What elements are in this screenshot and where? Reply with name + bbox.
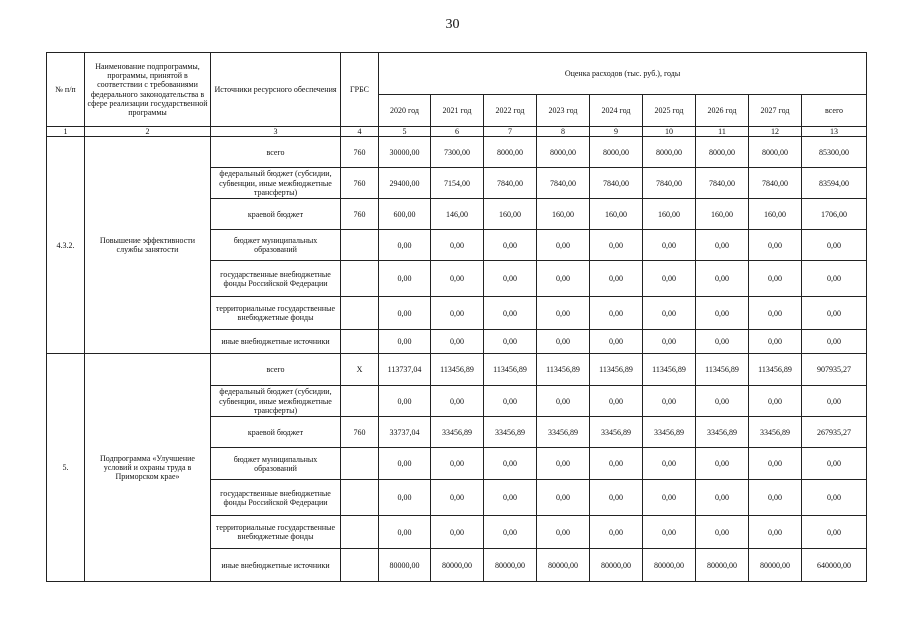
year-value-cell: 160,00 bbox=[484, 199, 537, 230]
year-value-cell: 0,00 bbox=[379, 297, 431, 330]
year-value-cell: 8000,00 bbox=[643, 137, 696, 168]
total-value-cell: 267935,27 bbox=[802, 417, 867, 448]
year-value-cell: 0,00 bbox=[379, 448, 431, 480]
year-value-cell: 0,00 bbox=[484, 330, 537, 354]
header-no: № п/п bbox=[47, 53, 85, 127]
year-value-cell: 0,00 bbox=[590, 480, 643, 516]
year-value-cell: 0,00 bbox=[696, 480, 749, 516]
year-value-cell: 0,00 bbox=[696, 386, 749, 417]
year-value-cell: 0,00 bbox=[537, 516, 590, 549]
grbs-cell bbox=[341, 261, 379, 297]
year-value-cell: 113456,89 bbox=[537, 354, 590, 386]
year-value-cell: 33456,89 bbox=[537, 417, 590, 448]
total-value-cell: 0,00 bbox=[802, 448, 867, 480]
source-cell: иные внебюджетные источники bbox=[211, 549, 341, 582]
year-value-cell: 160,00 bbox=[643, 199, 696, 230]
total-value-cell: 83594,00 bbox=[802, 168, 867, 199]
header-year: всего bbox=[802, 95, 867, 127]
source-cell: государственные внебюджетные фонды Российской Федерации bbox=[211, 261, 341, 297]
source-cell: территориальные государственные внебюджетные фонды bbox=[211, 297, 341, 330]
year-value-cell: 0,00 bbox=[749, 330, 802, 354]
column-number: 10 bbox=[643, 127, 696, 137]
source-cell: государственные внебюджетные фонды Российской Федерации bbox=[211, 480, 341, 516]
year-value-cell: 7300,00 bbox=[431, 137, 484, 168]
year-value-cell: 0,00 bbox=[749, 230, 802, 261]
year-value-cell: 0,00 bbox=[590, 230, 643, 261]
year-value-cell: 7840,00 bbox=[537, 168, 590, 199]
header-year: 2022 год bbox=[484, 95, 537, 127]
total-value-cell: 0,00 bbox=[802, 297, 867, 330]
total-value-cell: 907935,27 bbox=[802, 354, 867, 386]
year-value-cell: 160,00 bbox=[696, 199, 749, 230]
source-cell: федеральный бюджет (субсидии, субвенции, иные межбюджетные трансферты) bbox=[211, 386, 341, 417]
column-number: 8 bbox=[537, 127, 590, 137]
year-value-cell: 0,00 bbox=[537, 297, 590, 330]
column-number: 12 bbox=[749, 127, 802, 137]
grbs-cell bbox=[341, 480, 379, 516]
grbs-cell bbox=[341, 549, 379, 582]
grbs-cell: 760 bbox=[341, 417, 379, 448]
year-value-cell: 0,00 bbox=[749, 516, 802, 549]
year-value-cell: 0,00 bbox=[484, 516, 537, 549]
year-value-cell: 80000,00 bbox=[379, 549, 431, 582]
year-value-cell: 0,00 bbox=[537, 230, 590, 261]
header-year: 2020 год bbox=[379, 95, 431, 127]
program-name-cell: Подпрограмма «Улучшение условий и охраны труда в Приморском крае» bbox=[85, 354, 211, 582]
header-year: 2023 год bbox=[537, 95, 590, 127]
header-year: 2024 год bbox=[590, 95, 643, 127]
header-name: Наименование подпрограммы, программы, принятой в соответствии с требованиями федерального законодательства в сфере реализации государственной программы bbox=[85, 53, 211, 127]
source-cell: федеральный бюджет (субсидии, субвенции, иные межбюджетные трансферты) bbox=[211, 168, 341, 199]
year-value-cell: 80000,00 bbox=[590, 549, 643, 582]
year-value-cell: 0,00 bbox=[643, 297, 696, 330]
year-value-cell: 0,00 bbox=[379, 386, 431, 417]
year-value-cell: 0,00 bbox=[749, 480, 802, 516]
year-value-cell: 0,00 bbox=[431, 516, 484, 549]
table-body bbox=[47, 137, 867, 582]
year-value-cell: 0,00 bbox=[379, 330, 431, 354]
header-sources: Источники ресурсного обеспечения bbox=[211, 53, 341, 127]
year-value-cell: 33456,89 bbox=[590, 417, 643, 448]
year-value-cell: 0,00 bbox=[537, 330, 590, 354]
column-number: 13 bbox=[802, 127, 867, 137]
grbs-cell: Х bbox=[341, 354, 379, 386]
year-value-cell: 33456,89 bbox=[431, 417, 484, 448]
source-cell: территориальные государственные внебюджетные фонды bbox=[211, 516, 341, 549]
year-value-cell: 0,00 bbox=[749, 261, 802, 297]
year-value-cell: 146,00 bbox=[431, 199, 484, 230]
total-value-cell: 0,00 bbox=[802, 230, 867, 261]
column-number: 7 bbox=[484, 127, 537, 137]
budget-table bbox=[46, 52, 867, 582]
year-value-cell: 0,00 bbox=[484, 448, 537, 480]
grbs-cell: 760 bbox=[341, 168, 379, 199]
year-value-cell: 0,00 bbox=[590, 261, 643, 297]
year-value-cell: 8000,00 bbox=[696, 137, 749, 168]
column-number: 3 bbox=[211, 127, 341, 137]
grbs-cell: 760 bbox=[341, 199, 379, 230]
year-value-cell: 0,00 bbox=[696, 330, 749, 354]
year-value-cell: 160,00 bbox=[537, 199, 590, 230]
year-value-cell: 0,00 bbox=[590, 516, 643, 549]
header-grbs: ГРБС bbox=[341, 53, 379, 127]
year-value-cell: 0,00 bbox=[643, 386, 696, 417]
year-value-cell: 0,00 bbox=[537, 480, 590, 516]
year-value-cell: 0,00 bbox=[749, 386, 802, 417]
grbs-cell bbox=[341, 516, 379, 549]
year-value-cell: 600,00 bbox=[379, 199, 431, 230]
year-value-cell: 0,00 bbox=[484, 480, 537, 516]
grbs-cell bbox=[341, 386, 379, 417]
year-value-cell: 80000,00 bbox=[431, 549, 484, 582]
year-value-cell: 0,00 bbox=[537, 261, 590, 297]
year-value-cell: 7840,00 bbox=[590, 168, 643, 199]
year-value-cell: 8000,00 bbox=[537, 137, 590, 168]
row-number-cell: 4.3.2. bbox=[47, 137, 85, 354]
year-value-cell: 0,00 bbox=[379, 516, 431, 549]
year-value-cell: 0,00 bbox=[431, 386, 484, 417]
source-cell: бюджет муниципальных образований bbox=[211, 448, 341, 480]
year-value-cell: 0,00 bbox=[431, 480, 484, 516]
year-value-cell: 0,00 bbox=[696, 516, 749, 549]
total-value-cell: 1706,00 bbox=[802, 199, 867, 230]
total-value-cell: 85300,00 bbox=[802, 137, 867, 168]
year-value-cell: 7840,00 bbox=[643, 168, 696, 199]
header-year: 2027 год bbox=[749, 95, 802, 127]
year-value-cell: 0,00 bbox=[696, 448, 749, 480]
source-cell: всего bbox=[211, 137, 341, 168]
year-value-cell: 0,00 bbox=[643, 261, 696, 297]
year-value-cell: 0,00 bbox=[484, 261, 537, 297]
year-value-cell: 33456,89 bbox=[643, 417, 696, 448]
year-value-cell: 0,00 bbox=[537, 448, 590, 480]
total-value-cell: 0,00 bbox=[802, 330, 867, 354]
row-number-cell: 5. bbox=[47, 354, 85, 582]
source-cell: краевой бюджет bbox=[211, 199, 341, 230]
year-value-cell: 0,00 bbox=[643, 480, 696, 516]
year-value-cell: 0,00 bbox=[590, 297, 643, 330]
year-value-cell: 30000,00 bbox=[379, 137, 431, 168]
year-value-cell: 29400,00 bbox=[379, 168, 431, 199]
column-number: 2 bbox=[85, 127, 211, 137]
year-value-cell: 113456,89 bbox=[590, 354, 643, 386]
year-value-cell: 8000,00 bbox=[484, 137, 537, 168]
year-value-cell: 0,00 bbox=[379, 261, 431, 297]
year-value-cell: 0,00 bbox=[379, 480, 431, 516]
source-cell: всего bbox=[211, 354, 341, 386]
column-number: 6 bbox=[431, 127, 484, 137]
year-value-cell: 0,00 bbox=[379, 230, 431, 261]
grbs-cell bbox=[341, 330, 379, 354]
year-value-cell: 0,00 bbox=[696, 230, 749, 261]
year-value-cell: 33456,89 bbox=[484, 417, 537, 448]
year-value-cell: 0,00 bbox=[484, 386, 537, 417]
column-number: 5 bbox=[379, 127, 431, 137]
year-value-cell: 0,00 bbox=[431, 448, 484, 480]
total-value-cell: 0,00 bbox=[802, 480, 867, 516]
year-value-cell: 0,00 bbox=[643, 516, 696, 549]
column-number: 1 bbox=[47, 127, 85, 137]
grbs-cell bbox=[341, 297, 379, 330]
year-value-cell: 113456,89 bbox=[484, 354, 537, 386]
year-value-cell: 0,00 bbox=[431, 330, 484, 354]
year-value-cell: 160,00 bbox=[749, 199, 802, 230]
year-value-cell: 0,00 bbox=[431, 297, 484, 330]
year-value-cell: 33456,89 bbox=[696, 417, 749, 448]
year-value-cell: 7154,00 bbox=[431, 168, 484, 199]
year-value-cell: 0,00 bbox=[431, 230, 484, 261]
page-number: 30 bbox=[445, 17, 460, 32]
header-estimate: Оценка расходов (тыс. руб.), годы bbox=[379, 53, 867, 95]
year-value-cell: 113456,89 bbox=[431, 354, 484, 386]
header-year: 2021 год bbox=[431, 95, 484, 127]
year-value-cell: 0,00 bbox=[696, 261, 749, 297]
total-value-cell: 0,00 bbox=[802, 516, 867, 549]
year-value-cell: 0,00 bbox=[643, 448, 696, 480]
column-number-row bbox=[47, 127, 867, 137]
grbs-cell bbox=[341, 448, 379, 480]
column-number: 4 bbox=[341, 127, 379, 137]
year-value-cell: 80000,00 bbox=[643, 549, 696, 582]
year-value-cell: 0,00 bbox=[643, 330, 696, 354]
total-value-cell: 0,00 bbox=[802, 261, 867, 297]
year-value-cell: 33737,04 bbox=[379, 417, 431, 448]
source-cell: краевой бюджет bbox=[211, 417, 341, 448]
source-cell: бюджет муниципальных образований bbox=[211, 230, 341, 261]
year-value-cell: 7840,00 bbox=[696, 168, 749, 199]
year-value-cell: 0,00 bbox=[696, 297, 749, 330]
year-value-cell: 113456,89 bbox=[643, 354, 696, 386]
total-value-cell: 0,00 bbox=[802, 386, 867, 417]
year-value-cell: 113737,04 bbox=[379, 354, 431, 386]
grbs-cell bbox=[341, 230, 379, 261]
year-value-cell: 80000,00 bbox=[484, 549, 537, 582]
year-value-cell: 80000,00 bbox=[537, 549, 590, 582]
year-value-cell: 0,00 bbox=[590, 386, 643, 417]
year-value-cell: 113456,89 bbox=[749, 354, 802, 386]
year-value-cell: 80000,00 bbox=[749, 549, 802, 582]
source-cell: иные внебюджетные источники bbox=[211, 330, 341, 354]
table-row bbox=[47, 137, 867, 168]
column-number: 11 bbox=[696, 127, 749, 137]
year-value-cell: 0,00 bbox=[484, 230, 537, 261]
year-value-cell: 33456,89 bbox=[749, 417, 802, 448]
year-value-cell: 0,00 bbox=[537, 386, 590, 417]
year-value-cell: 0,00 bbox=[749, 448, 802, 480]
column-number: 9 bbox=[590, 127, 643, 137]
year-value-cell: 113456,89 bbox=[696, 354, 749, 386]
year-value-cell: 8000,00 bbox=[749, 137, 802, 168]
year-value-cell: 0,00 bbox=[749, 297, 802, 330]
year-value-cell: 80000,00 bbox=[696, 549, 749, 582]
header-year: 2026 год bbox=[696, 95, 749, 127]
total-value-cell: 640000,00 bbox=[802, 549, 867, 582]
header-year: 2025 год bbox=[643, 95, 696, 127]
year-value-cell: 7840,00 bbox=[484, 168, 537, 199]
year-value-cell: 0,00 bbox=[590, 448, 643, 480]
year-value-cell: 0,00 bbox=[431, 261, 484, 297]
year-value-cell: 8000,00 bbox=[590, 137, 643, 168]
year-value-cell: 0,00 bbox=[643, 230, 696, 261]
grbs-cell: 760 bbox=[341, 137, 379, 168]
year-value-cell: 0,00 bbox=[484, 297, 537, 330]
year-value-cell: 160,00 bbox=[590, 199, 643, 230]
program-name-cell: Повышение эффективности службы занятости bbox=[85, 137, 211, 354]
year-value-cell: 0,00 bbox=[590, 330, 643, 354]
table-row bbox=[47, 354, 867, 386]
year-value-cell: 7840,00 bbox=[749, 168, 802, 199]
